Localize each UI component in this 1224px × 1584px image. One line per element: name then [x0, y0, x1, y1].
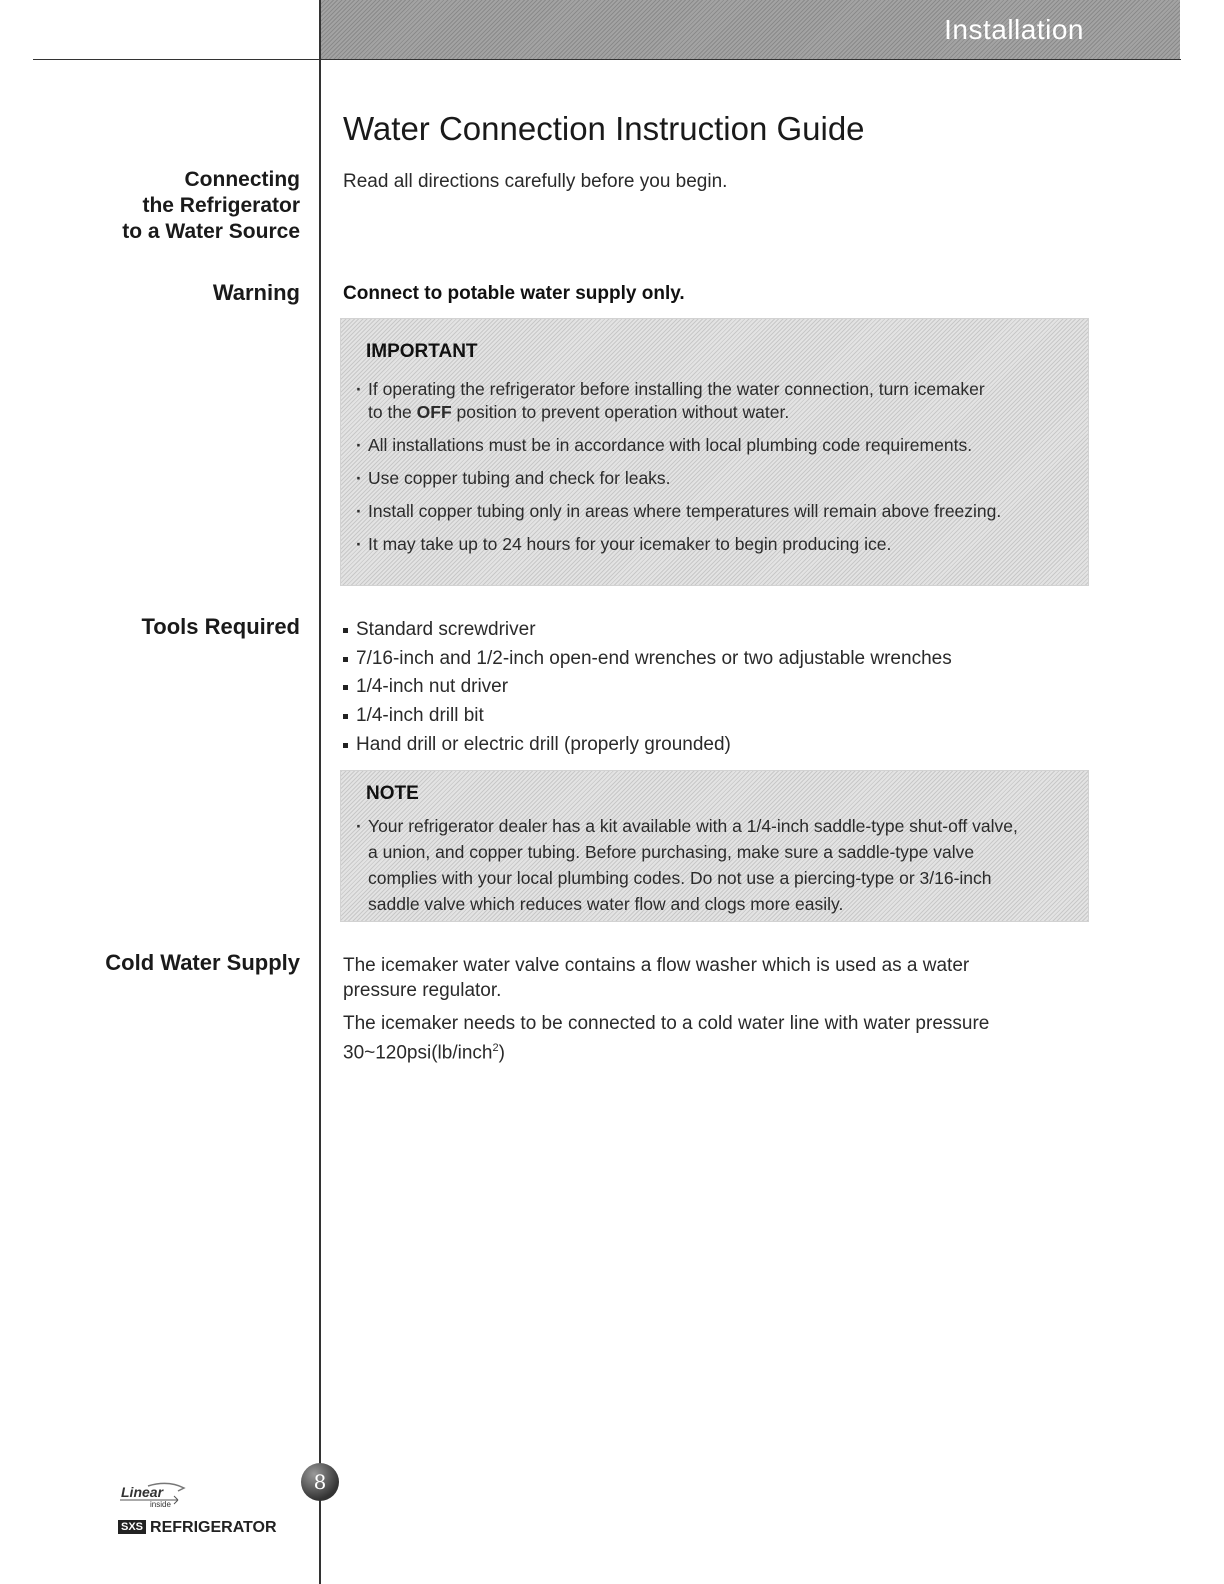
- important-item1-line2: [368, 401, 1076, 424]
- section-header-band: [320, 0, 1180, 59]
- sidebar-connecting-line3: to a Water Source: [122, 220, 300, 243]
- tools-list: [343, 616, 952, 760]
- important-item: · It may take up to 24 hours for your icemaker to begin producing ice.: [356, 533, 1076, 556]
- note-line: · Your refrigerator dealer has a kit available with a 1/4-inch saddle-type shut-off valve,: [368, 816, 1018, 836]
- important-item1-text: to the: [368, 402, 417, 422]
- important-item: [356, 378, 1076, 424]
- note-line: complies with your local plumbing codes. Do not use a piercing-type or 3/16-inch: [368, 868, 992, 888]
- important-title: IMPORTANT: [366, 341, 478, 362]
- closing-paren: ): [498, 1042, 505, 1064]
- important-item: · All installations must be in accordance with local plumbing code requirements.: [356, 434, 1076, 457]
- brand-name: REFRIGERATOR: [150, 1519, 277, 1536]
- page-title: Water Connection Instruction Guide: [343, 110, 865, 147]
- cold-water-p1-line2: pressure regulator.: [343, 980, 502, 1001]
- sidebar-connecting-line2: the Refrigerator: [142, 194, 300, 217]
- linear-inside-logo: [118, 1480, 208, 1514]
- cold-water-paragraph-1: [343, 953, 1063, 1003]
- note-text: [356, 813, 1088, 917]
- logo-word: Linear: [121, 1484, 164, 1500]
- cold-water-paragraph-2: [343, 1011, 1063, 1065]
- note-line: saddle valve which reduces water flow and clogs more easily.: [368, 894, 844, 914]
- logo-sub: inside: [150, 1500, 171, 1509]
- important-item: · Use copper tubing and check for leaks.: [356, 467, 1076, 490]
- list-item: Standard screwdriver: [343, 616, 952, 645]
- important-off-keyword: OFF: [416, 402, 452, 422]
- cold-water-p2-line1: The icemaker needs to be connected to a cold water line with water pressure: [343, 1013, 990, 1034]
- list-item: Hand drill or electric drill (properly grounded): [343, 731, 952, 760]
- note-box: [340, 770, 1089, 922]
- sidebar-label-tools: Tools Required: [141, 614, 300, 639]
- pressure-range: 30~120psi(lb/inch: [343, 1042, 493, 1064]
- list-item: 1/4-inch drill bit: [343, 702, 952, 731]
- page-number-badge: 8: [301, 1463, 339, 1501]
- sidebar-label-connecting: [122, 167, 300, 245]
- header-rule: [33, 59, 1181, 60]
- superscript-2: 2: [492, 1042, 499, 1054]
- important-item1-line1: · If operating the refrigerator before installing the water connection, turn icemaker: [368, 379, 985, 399]
- column-divider: [319, 0, 321, 1584]
- cold-water-p1-line1: The icemaker water valve contains a flow washer which is used as a water: [343, 955, 970, 976]
- list-item: 7/16-inch and 1/2-inch open-end wrenches or two adjustable wrenches: [343, 645, 952, 674]
- important-item: · Install copper tubing only in areas where temperatures will remain above freezing.: [356, 500, 1076, 523]
- warning-text: Connect to potable water supply only.: [343, 283, 685, 304]
- list-item: 1/4-inch nut driver: [343, 673, 952, 702]
- note-line: a union, and copper tubing. Before purchasing, make sure a saddle-type valve: [368, 842, 975, 862]
- sidebar-label-cold-water: Cold Water Supply: [105, 950, 300, 975]
- sidebar-connecting-line1: Connecting: [184, 168, 300, 191]
- sxs-badge: SXS: [118, 1520, 146, 1534]
- cold-water-p2-line2: [343, 1036, 1063, 1065]
- intro-text: Read all directions carefully before you begin.: [343, 171, 728, 192]
- brand-footer: [118, 1519, 277, 1537]
- important-item1-text-end: position to prevent operation without water.: [451, 402, 790, 422]
- important-box: [340, 318, 1089, 586]
- section-title: Installation: [944, 14, 1084, 45]
- note-title: NOTE: [366, 783, 419, 804]
- important-list: [356, 378, 1076, 556]
- sidebar-label-warning: Warning: [212, 280, 300, 305]
